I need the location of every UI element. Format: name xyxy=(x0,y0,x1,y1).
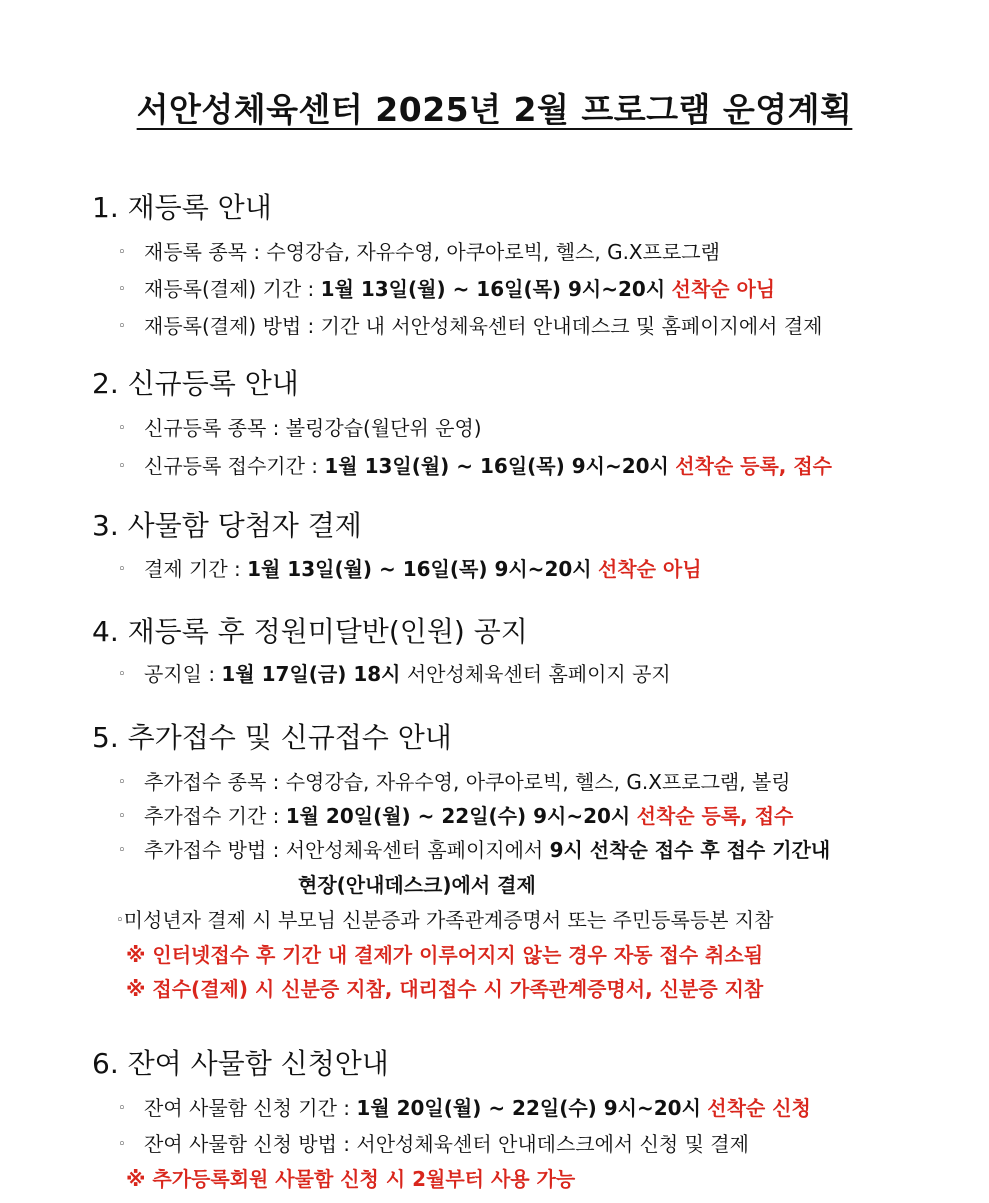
bullet-icon: ◦ xyxy=(118,809,126,824)
bullet-icon: ◦ xyxy=(118,1101,126,1116)
section-5-heading: 5. 추가접수 및 신규접수 안내 xyxy=(92,721,452,754)
highlight-note: 선착순 등록, 접수 xyxy=(675,454,832,478)
highlight-note: 선착순 아님 xyxy=(671,277,776,301)
s5-note-cancel: ※ 인터넷접수 후 기간 내 결제가 이루어지지 않는 경우 자동 접수 취소됨 xyxy=(126,943,764,967)
section-2-heading: 2. 신규등록 안내 xyxy=(92,367,299,400)
bullet-icon: ◦ xyxy=(118,319,126,334)
highlight-note: 선착순 신청 xyxy=(707,1096,811,1120)
section-1-heading: 1. 재등록 안내 xyxy=(92,191,272,224)
s5-item-method: ◦ 추가접수 방법 : 서안성체육센터 홈페이지에서 9시 선착순 접수 후 접수 기간내 xyxy=(118,838,831,862)
highlight-note: 선착순 아님 xyxy=(597,557,702,581)
s6-note-usage: ※ 추가등록회원 사물함 신청 시 2월부터 사용 가능 xyxy=(126,1167,576,1191)
period-value: 1월 20일(월) ~ 22일(수) 9시~20시 xyxy=(285,804,631,828)
s6-item-method: ◦ 잔여 사물함 신청 방법 : 서안성체육센터 안내데스크에서 신청 및 결제 xyxy=(118,1132,749,1156)
s6-item-period: ◦ 잔여 사물함 신청 기간 : 1월 20일(월) ~ 22일(수) 9시~20시 선착순 신청 xyxy=(118,1096,811,1120)
s5-item-method-cont: 현장(안내데스크)에서 결제 xyxy=(298,873,536,897)
section-3-heading: 3. 사물함 당첨자 결제 xyxy=(92,509,362,542)
s1-item-method: ◦ 재등록(결제) 방법 : 기간 내 서안성체육센터 안내데스크 및 홈페이지에서 결제 xyxy=(118,314,823,338)
s4-item-date: ◦ 공지일 : 1월 17일(금) 18시 서안성체육센터 홈페이지 공지 xyxy=(118,662,671,686)
bullet-icon: ◦ xyxy=(116,913,124,928)
period-value: 1월 13일(월) ~ 16일(목) 9시~20시 xyxy=(320,277,666,301)
period-value: 1월 20일(월) ~ 22일(수) 9시~20시 xyxy=(356,1096,701,1120)
s5-note-id: ※ 접수(결제) 시 신분증 지참, 대리접수 시 가족관계증명서, 신분증 지참 xyxy=(126,977,764,1001)
s5-item-minor: ◦미성년자 결제 시 부모님 신분증과 가족관계증명서 또는 주민등록등본 지참 xyxy=(116,908,774,932)
page-title: 서안성체육센터 2025년 2월 프로그램 운영계획 xyxy=(136,90,853,129)
section-4-heading: 4. 재등록 후 정원미달반(인원) 공지 xyxy=(92,615,528,648)
s1-item-period: ◦ 재등록(결제) 기간 : 1월 13일(월) ~ 16일(목) 9시~20시 선착순 아님 xyxy=(118,277,776,301)
reference-mark-icon: ※ xyxy=(126,977,146,1001)
bullet-icon: ◦ xyxy=(118,459,126,474)
bullet-icon: ◦ xyxy=(118,1137,126,1152)
bullet-icon: ◦ xyxy=(118,775,126,790)
s3-item-period: ◦ 결제 기간 : 1월 13일(월) ~ 16일(목) 9시~20시 선착순 아님 xyxy=(118,557,702,581)
reference-mark-icon: ※ xyxy=(126,1167,146,1191)
s2-item-types: ◦ 신규등록 종목 : 볼링강습(월단위 운영) xyxy=(118,416,482,440)
bullet-icon: ◦ xyxy=(118,562,126,577)
announce-date: 1월 17일(금) 18시 xyxy=(221,662,401,686)
bullet-icon: ◦ xyxy=(118,667,126,682)
s2-item-period: ◦ 신규등록 접수기간 : 1월 13일(월) ~ 16일(목) 9시~20시 선착순 등록, 접수 xyxy=(118,454,832,478)
bullet-icon: ◦ xyxy=(118,282,126,297)
reference-mark-icon: ※ xyxy=(126,943,146,967)
bullet-icon: ◦ xyxy=(118,421,126,436)
period-value: 1월 13일(월) ~ 16일(목) 9시~20시 xyxy=(247,557,592,581)
bullet-icon: ◦ xyxy=(118,843,126,858)
s1-item-types: ◦ 재등록 종목 : 수영강습, 자유수영, 아쿠아로빅, 헬스, G.X프로그램 xyxy=(118,240,720,264)
bullet-icon: ◦ xyxy=(118,245,126,260)
highlight-note: 선착순 등록, 접수 xyxy=(636,804,794,828)
s5-item-types: ◦ 추가접수 종목 : 수영강습, 자유수영, 아쿠아로빅, 헬스, G.X프로그램, 볼링 xyxy=(118,770,791,794)
s5-item-period: ◦ 추가접수 기간 : 1월 20일(월) ~ 22일(수) 9시~20시 선착순 등록, 접수 xyxy=(118,804,794,828)
section-6-heading: 6. 잔여 사물함 신청안내 xyxy=(92,1047,389,1080)
period-value: 1월 13일(월) ~ 16일(목) 9시~20시 xyxy=(324,454,669,478)
